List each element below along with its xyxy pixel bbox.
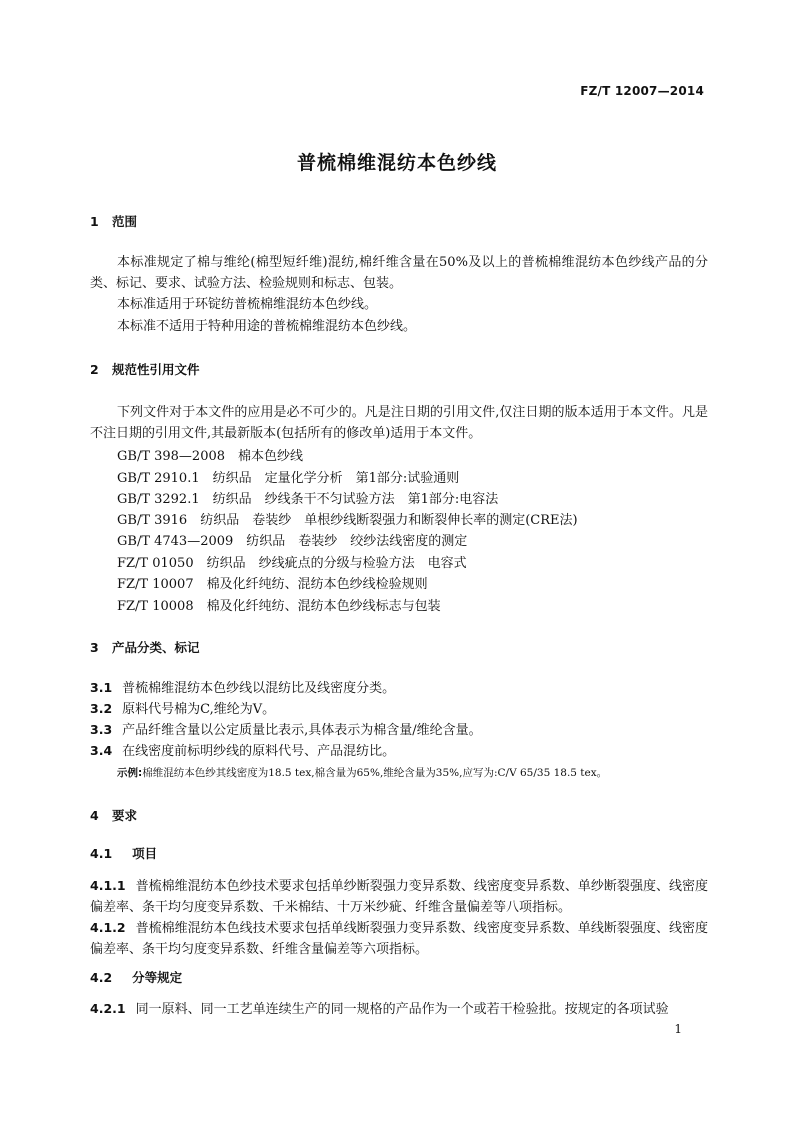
clause-text: 普梳棉维混纺本色线技术要求包括单线断裂强力变异系数、线密度变异系数、单线断裂强度、线密度偏差率、条干均匀度变异系数、纤维含量偏差等六项指标。 [90,921,708,957]
clause-3-2 [90,700,275,719]
clause-number: 3.4 [90,743,113,758]
section-title: 产品分类、标记 [112,640,200,655]
clause-4-1-1 [90,875,708,918]
clause-number: 3.3 [90,722,113,737]
clause-3-1 [90,679,395,698]
document-title: 普梳棉维混纺本色纱线 [296,152,497,174]
clause-title: 项目 [132,846,158,861]
reference-item: FZ/T 10008 棉及化纤纯纺、混纺本色纱线标志与包装 [117,599,441,614]
reference-item: GB/T 398—2008 棉本色纱线 [117,449,304,464]
section-2-heading [90,360,200,378]
references-intro: 下列文件对于本文件的应用是必不可少的。凡是注日期的引用文件,仅注日期的版本适用于本文件。凡是不注日期的引用文件,其最新版本(包括所有的修改单)适用于本文件。 [90,405,708,441]
example-label: 示例: [117,767,143,779]
clause-3-3 [90,721,482,740]
scope-applicable: 本标准适用于环锭纺普梳棉维混纺本色纱线。 [117,297,378,312]
reference-item: GB/T 3292.1 纺织品 纱线条干不匀试验方法 第1部分:电容法 [117,492,499,507]
section-1-heading [90,212,137,230]
clause-title: 分等规定 [132,970,183,985]
clause-text: 原料代号棉为C,维纶为V。 [122,702,276,717]
section-title: 要求 [112,808,138,823]
clause-4-2-1 [90,1000,669,1019]
scope-paragraph: 本标准规定了棉与维纶(棉型短纤维)混纺,棉纤维含量在50%及以上的普梳棉维混纺本色纱线产品的分类、标记、要求、试验方法、检验规则和标志、包装。 [90,255,708,291]
reference-item: FZ/T 10007 棉及化纤纯纺、混纺本色纱线检验规则 [117,577,428,592]
section-number: 1 [90,214,99,229]
clause-number: 3.1 [90,680,113,695]
clause-4-1-heading [90,844,157,862]
section-title: 范围 [112,214,138,229]
clause-text: 产品纤维含量以公定质量比表示,具体表示为棉含量/维纶含量。 [122,723,482,738]
standard-code: FZ/T 12007—2014 [580,84,704,98]
section-number: 4 [90,808,99,823]
example-text: 棉维混纺本色纱其线密度为18.5 tex,棉含量为65%,维纶含量为35%,应写为:C/V 65/35 18.5 tex。 [142,767,608,779]
clause-4-1-2 [90,917,708,960]
clause-number: 4.1 [90,846,113,861]
clause-text: 在线密度前标明纱线的原料代号、产品混纺比。 [122,744,396,759]
scope-not-applicable: 本标准不适用于特种用途的普梳棉维混纺本色纱线。 [117,319,417,334]
reference-item: GB/T 4743—2009 纺织品 卷装纱 绞纱法线密度的测定 [117,534,468,549]
reference-item: FZ/T 01050 纺织品 纱线疵点的分级与检验方法 电容式 [117,556,467,571]
clause-4-2-heading [90,968,182,986]
section-number: 3 [90,640,99,655]
clause-3-4 [90,742,395,761]
clause-number: 4.2 [90,970,113,985]
section-number: 2 [90,362,99,377]
clause-text: 普梳棉维混纺本色纱技术要求包括单纱断裂强力变异系数、线密度变异系数、单纱断裂强度、线密度偏差率、条干均匀度变异系数、千米棉结、十万米纱疵、纤维含量偏差等八项指标。 [90,879,708,915]
clause-text: 同一原料、同一工艺单连续生产的同一规格的产品作为一个或若干检验批。按规定的各项试验 [135,1002,669,1017]
reference-item: GB/T 2910.1 纺织品 定量化学分析 第1部分:试验通则 [117,471,460,486]
clause-number: 3.2 [90,701,113,716]
clause-text: 普梳棉维混纺本色纱线以混纺比及线密度分类。 [122,681,396,696]
reference-item: GB/T 3916 纺织品 卷装纱 单根纱线断裂强力和断裂伸长率的测定(CRE法) [117,513,578,528]
section-title: 规范性引用文件 [112,362,200,377]
clause-number: 4.1.1 [90,878,126,893]
clause-number: 4.1.2 [90,920,126,935]
clause-number: 4.2.1 [90,1001,126,1016]
example-note [117,765,607,780]
page-number: 1 [674,1022,682,1036]
section-4-heading [90,806,137,824]
section-3-heading [90,638,200,656]
